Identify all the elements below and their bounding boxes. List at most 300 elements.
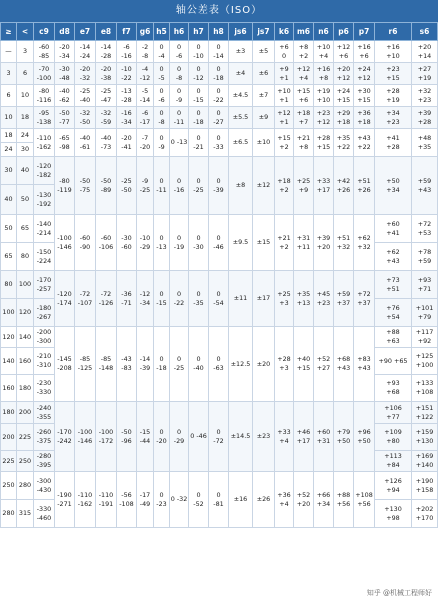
table-cell: 30 (17, 143, 34, 157)
table-cell: 315 (17, 500, 34, 528)
table-cell: +42 +26 (334, 157, 354, 215)
table-cell: -280 -395 (34, 451, 55, 472)
table-cell: +12 +4 (294, 63, 314, 85)
table-cell: ±15 (253, 215, 275, 271)
table-cell: 180 (1, 402, 17, 424)
table-cell: 0 -63 (209, 327, 229, 402)
table-cell: +78 +59 (412, 243, 438, 271)
table-cell: +15 +2 (275, 129, 294, 157)
table-cell: 40 (17, 157, 34, 185)
table-cell: +62 +32 (354, 215, 375, 271)
table-cell: +21 +2 (275, 215, 294, 271)
table-cell: 0 -39 (209, 157, 229, 215)
table-cell: +6 0 (275, 41, 294, 63)
table-cell: -32 -50 (75, 107, 96, 129)
table-body (1, 41, 438, 528)
table-cell: +20 +14 (412, 41, 438, 63)
table-cell: 40 (1, 185, 17, 215)
table-cell: ±20 (253, 327, 275, 402)
table-cell: +21 +8 (294, 129, 314, 157)
table-cell: 10 (17, 85, 34, 107)
table-cell: +48 +35 (412, 129, 438, 157)
table-cell: +169 +140 (412, 451, 438, 472)
table-cell: -100 -146 (75, 402, 96, 472)
table-cell: -30 -60 (117, 215, 137, 271)
table-cell: -6 -17 (137, 107, 154, 129)
table-cell: 65 (1, 243, 17, 271)
table-cell: 0 -13 (154, 215, 170, 271)
table-cell: -10 -29 (137, 215, 154, 271)
table-cell: ±5 (253, 41, 275, 63)
table-cell: ±7 (253, 85, 275, 107)
table-cell: 250 (17, 451, 34, 472)
table-cell: -20 -32 (75, 63, 96, 85)
table-cell: ±4.5 (229, 85, 253, 107)
table-cell: ±16 (229, 472, 253, 528)
table-cell: 0 -35 (189, 271, 209, 327)
table-cell: 0 -5 (154, 63, 170, 85)
table-cell: +16 +6 (354, 41, 375, 63)
table-cell: 225 (17, 424, 34, 451)
column-header: p6 (334, 23, 354, 41)
table-cell: -25 -47 (96, 85, 117, 107)
table-cell: +36 +18 (354, 107, 375, 129)
column-header: h6 (170, 23, 189, 41)
table-cell: +93 +68 (375, 375, 412, 402)
table-cell: +130 +98 (375, 500, 412, 528)
table-cell: ±4 (229, 63, 253, 85)
table-cell: ±9.5 (229, 215, 253, 271)
table-cell: +93 +71 (412, 271, 438, 299)
table-cell: 0 -10 (189, 41, 209, 63)
table-cell: -9 -25 (137, 157, 154, 215)
table-cell: 0 -6 (154, 85, 170, 107)
table-cell: 0 -27 (209, 107, 229, 129)
table-cell: +10 +1 (275, 85, 294, 107)
table-cell: +27 +19 (412, 63, 438, 85)
table-cell: -40 -62 (55, 85, 75, 107)
table-cell: ±12 (253, 157, 275, 215)
table-cell: -40 -61 (75, 129, 96, 157)
table-cell: 0 -52 (189, 472, 209, 528)
table-cell: 0 -11 (170, 107, 189, 129)
table-cell: 0 -15 (189, 85, 209, 107)
table-cell: -15 -44 (137, 402, 154, 472)
table-cell: ±5.5 (229, 107, 253, 129)
table-cell: 0 -21 (189, 129, 209, 157)
column-header: k6 (275, 23, 294, 41)
table-cell: -50 -89 (96, 157, 117, 215)
table-row (1, 107, 438, 129)
table-cell: +46 +17 (294, 402, 314, 472)
table-cell: -145 -208 (55, 327, 75, 402)
table-cell: -25 -50 (117, 157, 137, 215)
table-cell: 0 -18 (154, 327, 170, 402)
table-cell: +23 +12 (314, 107, 334, 129)
table-cell: -14 -28 (96, 41, 117, 63)
table-cell: 120 (1, 327, 17, 348)
table-cell: +18 +7 (294, 107, 314, 129)
table-cell: -210 -310 (34, 348, 55, 375)
table-cell: +35 +22 (334, 129, 354, 157)
table-cell: -4 -12 (137, 63, 154, 85)
table-cell: -80 -116 (34, 85, 55, 107)
table-cell: 0 -15 (154, 271, 170, 327)
table-cell: 0 -6 (170, 41, 189, 63)
table-cell: 0 -46 (209, 215, 229, 271)
table-cell: 0 -22 (170, 271, 189, 327)
table-cell: 80 (17, 243, 34, 271)
table-cell: -180 -267 (34, 299, 55, 327)
table-cell: 0 -19 (170, 215, 189, 271)
table-cell: -40 -73 (96, 129, 117, 157)
table-cell: +88 +63 (375, 327, 412, 348)
table-cell: -85 -125 (75, 327, 96, 402)
table-row (1, 157, 438, 185)
table-cell: 0 -33 (209, 129, 229, 157)
table-cell: +50 +34 (375, 157, 412, 215)
table-cell: +60 +41 (375, 215, 412, 243)
table-cell: +190 +158 (412, 472, 438, 500)
table-cell: +15 +6 (294, 85, 314, 107)
table-cell: +43 +22 (354, 129, 375, 157)
table-cell: -50 -96 (117, 402, 137, 472)
column-header: m6 (294, 23, 314, 41)
table-cell: -32 -59 (96, 107, 117, 129)
table-cell: 0 -72 (209, 402, 229, 472)
table-cell: 120 (17, 299, 34, 327)
table-cell: +68 +43 (334, 327, 354, 402)
table-cell: ±3 (229, 41, 253, 63)
table-cell: +28 +19 (375, 85, 412, 107)
table-cell: 140 (1, 348, 17, 375)
table-cell: -72 -126 (96, 271, 117, 327)
table-cell: 0 -30 (189, 215, 209, 271)
table-cell: -20 -41 (117, 129, 137, 157)
table-cell: +73 +51 (375, 271, 412, 299)
table-row (1, 129, 438, 143)
table-cell: +24 +15 (334, 85, 354, 107)
table-cell: +151 +122 (412, 402, 438, 424)
table-cell: 18 (17, 107, 34, 129)
table-cell: -14 -39 (137, 327, 154, 402)
table-cell: 30 (1, 157, 17, 185)
table-cell: 0 -20 (154, 402, 170, 472)
column-header: s6 (412, 23, 438, 41)
table-cell: -130 -192 (34, 185, 55, 215)
table-cell: -16 -34 (117, 107, 137, 129)
column-header: d8 (55, 23, 75, 41)
table-cell: 0 -9 (170, 85, 189, 107)
table-cell: +39 +28 (412, 107, 438, 129)
table-cell: ±26 (253, 472, 275, 528)
table-cell: 0 -54 (209, 271, 229, 327)
table-cell: 50 (17, 185, 34, 215)
table-cell: ±10 (253, 129, 275, 157)
table-cell: +72 +37 (354, 271, 375, 327)
table-cell: +31 +11 (294, 215, 314, 271)
table-cell: 0 -18 (189, 107, 209, 129)
table-cell: +24 +12 (354, 63, 375, 85)
column-header: e7 (75, 23, 96, 41)
table-cell: +19 +10 (314, 85, 334, 107)
table-cell: 0 -25 (189, 157, 209, 215)
table-cell: +34 +23 (375, 107, 412, 129)
table-cell: 10 (1, 107, 17, 129)
table-cell: +66 +34 (314, 472, 334, 528)
table-cell: -30 -48 (55, 63, 75, 85)
table-cell: 0 -12 (189, 63, 209, 85)
column-header: n6 (314, 23, 334, 41)
table-cell: -190 -271 (55, 472, 75, 528)
table-cell: +12 +1 (275, 107, 294, 129)
table-cell: -100 -146 (55, 215, 75, 271)
table-cell: +10 +4 (314, 41, 334, 63)
table-cell: +33 +4 (275, 402, 294, 472)
table-cell: 6 (17, 63, 34, 85)
table-cell: -80 -119 (55, 157, 75, 215)
column-header: h7 (189, 23, 209, 41)
table-cell: +117 +92 (412, 327, 438, 348)
table-cell: 280 (17, 472, 34, 500)
table-row (1, 41, 438, 63)
table-row (1, 63, 438, 85)
table-cell: -110 -162 (34, 129, 55, 157)
table-cell: 250 (1, 472, 17, 500)
table-cell: -150 -224 (34, 243, 55, 271)
table-cell: +33 +17 (314, 157, 334, 215)
table-cell: +16 +8 (314, 63, 334, 85)
table-cell: 0 -23 (154, 472, 170, 528)
table-cell: -170 -257 (34, 271, 55, 299)
table-cell: -2 -8 (137, 41, 154, 63)
table-cell: 6 (1, 85, 17, 107)
table-cell: -6 -16 (117, 41, 137, 63)
table-cell: -17 -49 (137, 472, 154, 528)
table-cell: -36 -71 (117, 271, 137, 327)
table-cell: +60 +31 (314, 402, 334, 472)
table-cell: ±9 (253, 107, 275, 129)
table-row (1, 327, 438, 348)
table-cell: -260 -375 (34, 424, 55, 451)
table-cell: -230 -330 (34, 375, 55, 402)
table-cell: 0 -9 (154, 129, 170, 157)
table-cell: 0 -14 (209, 41, 229, 63)
table-cell: 200 (1, 424, 17, 451)
table-cell: -95 -138 (34, 107, 55, 129)
table-cell: 160 (1, 375, 17, 402)
table-row (1, 85, 438, 107)
table-cell: +23 +15 (375, 63, 412, 85)
column-header: e8 (96, 23, 117, 41)
column-header: < (17, 23, 34, 41)
table-row (1, 472, 438, 500)
table-cell: +51 +26 (354, 157, 375, 215)
table-cell: ±12.5 (229, 327, 253, 402)
table-title: 轴公差表（ISO） (0, 0, 438, 22)
table-row (1, 215, 438, 243)
table-cell: +62 +43 (375, 243, 412, 271)
header-row (1, 23, 438, 41)
table-cell: -50 -77 (55, 107, 75, 129)
column-header: p7 (354, 23, 375, 41)
column-header: js7 (253, 23, 275, 41)
table-cell: +159 +130 (412, 424, 438, 451)
table-cell: — (1, 41, 17, 63)
table-cell: -5 -14 (137, 85, 154, 107)
table-cell: -7 -20 (137, 129, 154, 157)
table-cell: +45 +23 (314, 271, 334, 327)
table-cell: 0 -8 (154, 107, 170, 129)
table-cell: -120 -182 (34, 157, 55, 185)
table-cell: +9 +1 (275, 63, 294, 85)
table-cell: 3 (1, 63, 17, 85)
table-cell: 100 (17, 271, 34, 299)
table-cell: +59 +37 (334, 271, 354, 327)
table-cell: 140 (17, 327, 34, 348)
table-cell: +113 +84 (375, 451, 412, 472)
table-cell: -110 -162 (75, 472, 96, 528)
table-cell: ±23 (253, 402, 275, 472)
table-cell: +76 +54 (375, 299, 412, 327)
table-cell: +52 +27 (314, 327, 334, 402)
table-cell: 280 (1, 500, 17, 528)
table-row (1, 271, 438, 299)
table-cell: -56 -108 (117, 472, 137, 528)
table-cell: -200 -300 (34, 327, 55, 348)
table-cell: +52 +20 (294, 472, 314, 528)
table-cell: 18 (1, 129, 17, 143)
table-cell: 0 -18 (209, 63, 229, 85)
table-cell: +20 +12 (334, 63, 354, 85)
table-cell: 0 -16 (170, 157, 189, 215)
table-cell: +109 +80 (375, 424, 412, 451)
table-cell: ±11 (229, 271, 253, 327)
table-cell: 0 -81 (209, 472, 229, 528)
table-cell: -60 -85 (34, 41, 55, 63)
column-header: g6 (137, 23, 154, 41)
table-cell: +59 +43 (412, 157, 438, 215)
table-cell: +8 +2 (294, 41, 314, 63)
table-cell: +40 +15 (294, 327, 314, 402)
table-cell: -14 -24 (75, 41, 96, 63)
table-cell: +96 +50 (354, 402, 375, 472)
table-cell: -50 -75 (75, 157, 96, 215)
table-cell: -72 -107 (75, 271, 96, 327)
table-cell: +32 +23 (412, 85, 438, 107)
table-cell: +88 +56 (334, 472, 354, 528)
table-cell: -70 -100 (34, 63, 55, 85)
table-cell: -65 -98 (55, 129, 75, 157)
table-cell: +101 +79 (412, 299, 438, 327)
table-cell: 100 (1, 299, 17, 327)
column-header: h8 (209, 23, 229, 41)
table-cell: +12 +6 (334, 41, 354, 63)
table-cell: 180 (17, 375, 34, 402)
table-cell: 24 (1, 143, 17, 157)
column-header: r6 (375, 23, 412, 41)
table-cell: +35 +13 (294, 271, 314, 327)
column-header: c9 (34, 23, 55, 41)
column-header: ≥ (1, 23, 17, 41)
table-cell: +133 +108 (412, 375, 438, 402)
table-cell: +28 +15 (314, 129, 334, 157)
table-cell: -20 -38 (96, 63, 117, 85)
table-cell: 0 -46 (189, 402, 209, 472)
table-cell: +72 +53 (412, 215, 438, 243)
table-cell: -140 -214 (34, 215, 55, 243)
table-cell: +90 +65 (375, 348, 412, 375)
table-cell: -25 -40 (75, 85, 96, 107)
table-cell: 0 -11 (154, 157, 170, 215)
table-row (1, 402, 438, 424)
table-cell: ±6 (253, 63, 275, 85)
table-cell: -120 -174 (55, 271, 75, 327)
table-cell: +83 +43 (354, 327, 375, 402)
table-cell: +125 +100 (412, 348, 438, 375)
table-cell: +36 +4 (275, 472, 294, 528)
watermark: 知乎 @机械工程师好 (366, 589, 432, 597)
table-cell: 65 (17, 215, 34, 243)
table-cell: +51 +32 (334, 215, 354, 271)
table-cell: -60 -106 (96, 215, 117, 271)
table-cell: 0 -8 (170, 63, 189, 85)
table-cell: +39 +20 (314, 215, 334, 271)
table-cell: ±6.5 (229, 129, 253, 157)
table-cell: 160 (17, 348, 34, 375)
table-cell: 225 (1, 451, 17, 472)
table-cell: ±17 (253, 271, 275, 327)
table-cell: +28 +3 (275, 327, 294, 402)
table-cell: 80 (1, 271, 17, 299)
table-cell: -43 -83 (117, 327, 137, 402)
table-cell: -85 -148 (96, 327, 117, 402)
table-cell: +108 +56 (354, 472, 375, 528)
table-cell: -60 -90 (75, 215, 96, 271)
table-cell: -12 -34 (137, 271, 154, 327)
table-cell: 0 -32 (170, 472, 189, 528)
column-header: f7 (117, 23, 137, 41)
table-cell: 50 (1, 215, 17, 243)
table-cell: -20 -34 (55, 41, 75, 63)
table-cell: 3 (17, 41, 34, 63)
table-cell: 24 (17, 129, 34, 143)
table-cell: +25 +9 (294, 157, 314, 215)
table-cell: +79 +50 (334, 402, 354, 472)
table-cell: -10 -22 (117, 63, 137, 85)
table-cell: +202 +170 (412, 500, 438, 528)
table-cell: +106 +77 (375, 402, 412, 424)
table-cell: -170 -242 (55, 402, 75, 472)
table-cell: +126 +94 (375, 472, 412, 500)
table-cell: -240 -355 (34, 402, 55, 424)
table-cell: -300 -430 (34, 472, 55, 500)
table-cell: 0 -25 (170, 327, 189, 402)
column-header: h5 (154, 23, 170, 41)
table-cell: +25 +3 (275, 271, 294, 327)
table-cell: -330 -460 (34, 500, 55, 528)
table-cell: 0 -40 (189, 327, 209, 402)
table-cell: 0 -22 (209, 85, 229, 107)
table-cell: -110 -191 (96, 472, 117, 528)
table-cell: 0 -13 (170, 129, 189, 157)
table-cell: 0 -29 (170, 402, 189, 472)
table-cell: -13 -28 (117, 85, 137, 107)
table-cell: ±14.5 (229, 402, 253, 472)
table-cell: +16 +10 (375, 41, 412, 63)
table-cell: -100 -172 (96, 402, 117, 472)
table-cell: +29 +18 (334, 107, 354, 129)
